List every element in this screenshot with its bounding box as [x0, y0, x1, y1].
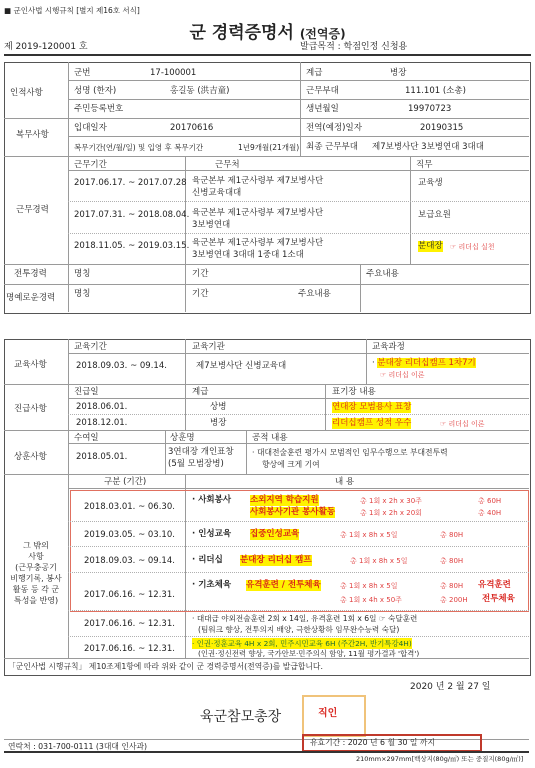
promotion-rank-header: 계급	[192, 387, 209, 397]
other-row-item: 집중인성교육	[250, 529, 300, 539]
career-unit-header: 근무처	[215, 160, 240, 170]
combat-name-label: 명칭	[74, 269, 91, 279]
validity-text: 유효기간 : 2020 년 6 월 30 일 까지	[310, 738, 435, 747]
name-label: 성명 (한자)	[74, 86, 117, 96]
promotion-note: ☞ 리더십 이론	[440, 420, 485, 428]
other-row-period: 2017.06.16. ~ 12.31.	[84, 644, 175, 654]
promotion-rank: 병장	[210, 418, 227, 428]
award-date: 2018.05.01.	[76, 452, 128, 462]
id-label: 군번	[74, 68, 91, 78]
other-row-period: 2017.06.16. ~ 12.31.	[84, 619, 175, 629]
other-row-total: 총 80H	[440, 582, 464, 590]
other-row-category: 기초체육	[198, 580, 232, 590]
career-section-label: 근무경력	[16, 205, 49, 215]
education-org-header: 교육기관	[192, 342, 225, 352]
seal-text: 직인	[318, 708, 338, 719]
other-row-period: 2017.06.16. ~ 12.31.	[84, 590, 175, 600]
education-period-header: 교육기간	[74, 342, 107, 352]
other-row-category: 사회봉사	[198, 495, 232, 505]
promotion-date-header: 진급일	[74, 387, 99, 397]
award-type-header: 상훈명	[170, 433, 195, 443]
promotion-content-header: 표기장 내용	[332, 387, 376, 397]
other-row-total: 총 60H	[478, 497, 502, 505]
career-row-unit: 육군본부 제1군사령부 제7보병사단	[192, 176, 324, 186]
other-row-period: 2018.03.01. ~ 06.30.	[84, 502, 175, 512]
career-row-duty: 보급요원	[418, 210, 451, 220]
career-row-period: 2018.11.05. ~ 2019.03.15.	[74, 241, 190, 251]
honor-section-label: 명예로운경력	[6, 293, 56, 303]
discharge-label: 전역(예정)일자	[306, 123, 362, 133]
education-section-label: 교육사항	[14, 360, 47, 370]
career-row-unit: 육군본부 제1군사령부 제7보병사단	[192, 238, 324, 248]
other-row-calc: 총 1회 x 2h x 20회	[360, 509, 422, 517]
award-content-header: 공적 내용	[252, 433, 288, 443]
issue-purpose: 발급목적 : 학점인정 신청용	[300, 42, 408, 52]
career-row-period: 2017.06.17. ~ 2017.07.28	[74, 178, 187, 188]
career-row-subunit: 3보병연대 3대대 1중대 1소대	[192, 250, 304, 260]
award-content: · 대대전술훈련 평가시 모범적인 임무수행으로 부대전투력	[252, 448, 448, 457]
discharge-value: 20190315	[420, 123, 464, 133]
other-row-tag: 유격훈련	[478, 580, 511, 590]
issue-date: 2020 년 2 월 27 일	[410, 682, 491, 692]
other-row-item: 분대장 리더십 캠프	[240, 555, 312, 565]
other-row-category: 리더십	[198, 555, 223, 565]
career-row-duty: 분대장	[418, 241, 443, 251]
other-row-calc: 총 1회 x 2h x 30주	[360, 497, 422, 505]
career-row-note: ☞ 리더십 실천	[450, 243, 495, 251]
education-org: 제7보병사단 신병교육대	[196, 361, 287, 371]
paper-spec: 210mm×297mm[백상지(80g/㎡) 또는 중질지(80g/㎡)]	[356, 755, 524, 763]
career-row-duty: 교육생	[418, 178, 443, 188]
promotion-date: 2018.12.01.	[76, 418, 128, 428]
honor-content-label: 주요내용	[298, 289, 331, 299]
career-duty-header: 직무	[416, 160, 433, 170]
document-number: 제 2019-120001 호	[4, 42, 88, 52]
enlist-value: 20170616	[170, 123, 214, 133]
period-label: 복무기간(연/월/일) 및 입영 후 복무기간	[74, 143, 204, 152]
service-section-label: 복무사항	[16, 130, 49, 140]
promotion-section-label: 진급사항	[14, 404, 47, 414]
other-row-period: 2019.03.05. ~ 03.10.	[84, 530, 175, 540]
combat-period-label: 기간	[192, 269, 209, 279]
other-row-detail: (팀워크 향상, 전투의지 배양, 극한상황하 임무완수능력 숙달)	[198, 625, 400, 634]
title-main: 군 경력증명서	[189, 23, 294, 43]
other-row-item: 소외지역 학습지원	[250, 495, 319, 505]
final-unit-label: 최종 근무부대	[306, 142, 358, 152]
other-row-total: 총 200H	[440, 596, 468, 604]
other-row-total: 총 40H	[478, 509, 502, 517]
career-row-subunit: 신병교육대대	[192, 188, 242, 198]
unit-label: 근무부대	[306, 86, 339, 96]
other-row-category: 인성교육	[198, 529, 232, 539]
other-row-period: 2018.09.03. ~ 09.14.	[84, 556, 175, 566]
promotion-content: 리더십캠프 성적 우수	[332, 418, 412, 428]
other-row-calc: 총 1회 x 8h x 5일	[340, 531, 398, 539]
promotion-rank: 상병	[210, 402, 227, 412]
career-period-header: 근무기간	[74, 160, 107, 170]
other-row-calc: 총 1회 x 8h x 5일	[350, 557, 408, 565]
promotion-date: 2018.06.01.	[76, 402, 128, 412]
promotion-content: 연대장 모범용사 표창	[332, 402, 412, 412]
education-period: 2018.09.03. ~ 09.14.	[76, 361, 167, 371]
contact-info: 연락처 : 031-700-0111 (3대대 인사과)	[8, 742, 148, 751]
other-row-total: 총 80H	[440, 557, 464, 565]
other-row-calc: 총 1회 x 8h x 5일	[340, 582, 398, 590]
honor-name-label: 명칭	[74, 289, 91, 299]
birth-label: 생년월일	[306, 104, 339, 114]
id-value: 17-100001	[150, 68, 197, 78]
other-row-item: 유격훈련 / 전투체육	[246, 580, 321, 590]
document-title	[0, 18, 535, 43]
other-row-item: · 인권·정훈교육 4H x 2회, 민주시민교육 6H (주간2H, 반기특강4H)	[192, 639, 412, 648]
education-course: 분대장 리더십캠프 1차7기	[377, 358, 476, 368]
career-row-period: 2017.07.31. ~ 2018.08.04.	[74, 210, 190, 220]
career-row-subunit: 3보병연대	[192, 220, 231, 230]
issue-statement: 「군인사법 시행규칙」 제10조제1항에 따라 위와 같이 군 경력증명서(전역증)를 발급합니다.	[8, 662, 323, 671]
combat-section-label: 전투경력	[14, 269, 47, 279]
personal-section-label: 인적사항	[10, 88, 43, 98]
resident-label: 주민등록번호	[74, 104, 124, 114]
other-section-label: 그 밖의 사항 (근무충공기 비행기록, 봉사 활동 등 각 군 특성을 반영)	[10, 541, 62, 605]
other-row-item: 사회봉사기관 봉사활동	[250, 507, 336, 517]
issuer-name: 육군참모총장	[200, 709, 282, 725]
honor-period-label: 기간	[192, 289, 209, 299]
award-date-header: 수여일	[74, 433, 99, 443]
birth-value: 19970723	[408, 104, 452, 114]
award-section-label: 상훈사항	[14, 452, 47, 462]
combat-content-label: 주요내용	[366, 269, 399, 279]
other-row-item: · 대대급 야외전술훈련 2회 x 14일, 유격훈련 1회 x 6일 ☞ 숙달훈련	[192, 614, 418, 623]
regulation-text: ■ 군인사법 시행규칙 [별지 제16호 서식]	[4, 6, 140, 15]
award-type-sub: (5월 모범장병)	[168, 459, 224, 469]
career-row-unit: 육군본부 제1군사령부 제7보병사단	[192, 208, 324, 218]
other-period-header: 구분 (기간)	[104, 477, 147, 487]
other-row-detail: (인권·정신전력 향상, 국가안보·민주의식 함양, 11월 평가결과 '합격')	[198, 649, 420, 658]
other-row-calc: 총 1회 x 4h x 50주	[340, 596, 402, 604]
unit-value: 111.101 (소총)	[405, 86, 466, 96]
award-type: 3연대장 개인표창	[168, 447, 234, 457]
rank-value: 병장	[390, 68, 407, 78]
education-course-header: 교육과정	[372, 342, 405, 352]
period-value: 1년9개월(21개월)	[238, 143, 300, 152]
final-unit-value: 제7보병사단 3보병연대 3대대	[372, 142, 484, 152]
title-suffix: (전역증)	[299, 27, 346, 41]
other-row-total: 총 80H	[440, 531, 464, 539]
other-row-tag: 전투체육	[482, 594, 515, 604]
education-note: ☞ 리더십 이론	[380, 371, 425, 379]
enlist-label: 입대일자	[74, 123, 107, 133]
award-content-cont: 향상에 크게 기여	[262, 460, 320, 469]
other-content-header: 내 용	[335, 477, 355, 487]
name-value: 홍길동 (洪吉童)	[170, 86, 230, 96]
rank-label: 계급	[306, 68, 323, 78]
